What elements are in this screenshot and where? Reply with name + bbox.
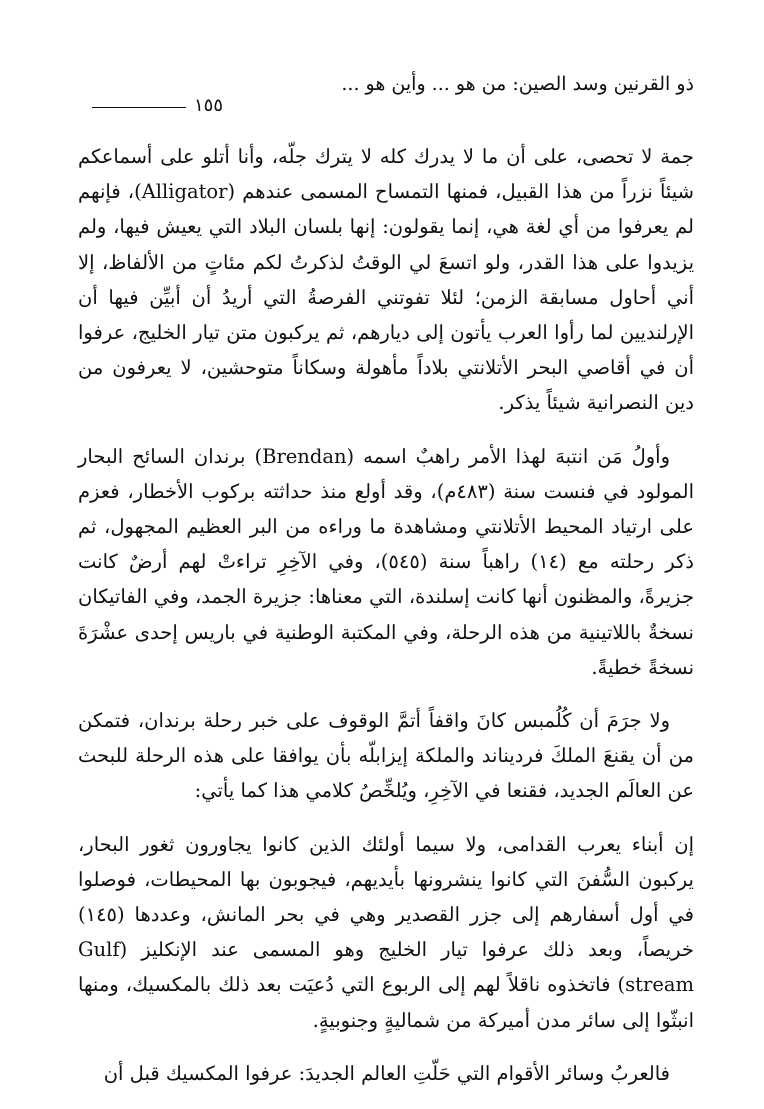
paragraph-2: وأولُ مَن انتبهَ لهذا الأمر راهبٌ اسمه (Brendan) برندان السائح البحار المولود في فنست سنة (٤٨٣م)، وقد أولع منذ حداثته بركوب الأخطار، فعزم على ارتياد المحيط الأتلانتي ومشاهدة ما وراءه من البر العظيم المجهول، ثم ذكر رحلته مع (١٤) راهباً سنة (٥٤٥)، وفي الآخِرِ تراءتْ لهم أرضٌ كانت جزيرةً، والمظنون أنها كانت إسلندة، التي معناها: جزيرة الجمد، وفي الفاتيكان نسخةٌ باللاتينية من هذه الرحلة، وفي المكتبة الوطنية في باريس إحدى عشْرَةَ نسخةً خطيةً. — [78, 444, 694, 679]
book-page — [78, 0, 694, 1109]
page-number: ١٥٥ — [194, 95, 224, 116]
paragraph-3: ولا جرَمَ أن كُلُمبس كانَ واقفاً أتمَّ الوقوف على خبر رحلة برندان، فتمكن من أن يقنعَ الملكَ فرديناند والملكة إيزابلّه بأن يوافقا على هذه الرحلة للبحث عن العالَم الجديد، فقنعا في الآخِرِ، ويُلخِّصُ كلامي هذا كما يأتي: — [78, 709, 694, 803]
paragraph-1: جمة لا تحصى، على أن ما لا يدرك كله لا يترك جلّه، وأنا أتلو على أسماعكم شيئاً نزراً من هذا القبيل، فمنها التمساح المسمى عندهم (Alligator)، فإنهم لم يعرفوا من أي لغة هي، إنما يقولون: إنها بلسان البلاد التي يعيش فيها، ولم يزيدوا على هذا القدر، ولو اتسعَ لي الوقتُ لذكرتُ لكم مئاتٍ من الألفاظ، إلا أني أحاول مسابقة الزمن؛ لئلا تفوتني الفرصةُ التي أريدُ أن أبيِّن فيها أن الإرلنديين لما رأوا العرب يأتون إلى ديارهم، ثم يركبون متن تيار الخليج، عرفوا أن في أقاصي البحر الأتلانتي بلاداً مأهولة وسكاناً متوحشين، لا يعرفون من دين النصرانية شيئاً يذكر. — [78, 145, 694, 415]
page-number-row — [78, 94, 248, 118]
paragraph-4: إن أبناء يعرب القدامى، ولا سيما أولئك الذين كانوا يجاورون ثغور البحار، يركبون السُّفنَ التي كانوا ينشرونها بأيديهم، فيجوبون بها المحيطات، فوصلوا في أول أسفارهم إلى جزر القصدير وهي في بحر المانش، وعددها (١٤٥) خريصاً، وبعد ذلك عرفوا تيار الخليج وهو المسمى عند الإنكليز (Gulf stream) فاتخذوه ناقلاً لهم إلى الربوع التي دُعيَت بعد ذلك بالمكسيك، ومنها انبثّوا إلى سائر مدن أميركة من شماليةٍ وجنوبيةٍ. — [78, 832, 694, 1032]
body-text — [78, 139, 694, 1109]
running-title: ذو القرنين وسد الصين: من هو ... وأين هو ... — [341, 73, 694, 95]
header-rule — [92, 107, 186, 108]
paragraph-5: فالعربُ وسائر الأقوام التي حَلّتِ العالم الجديدَ: عرفوا المكسيك قبل أن — [103, 1061, 670, 1085]
running-header — [78, 70, 694, 116]
